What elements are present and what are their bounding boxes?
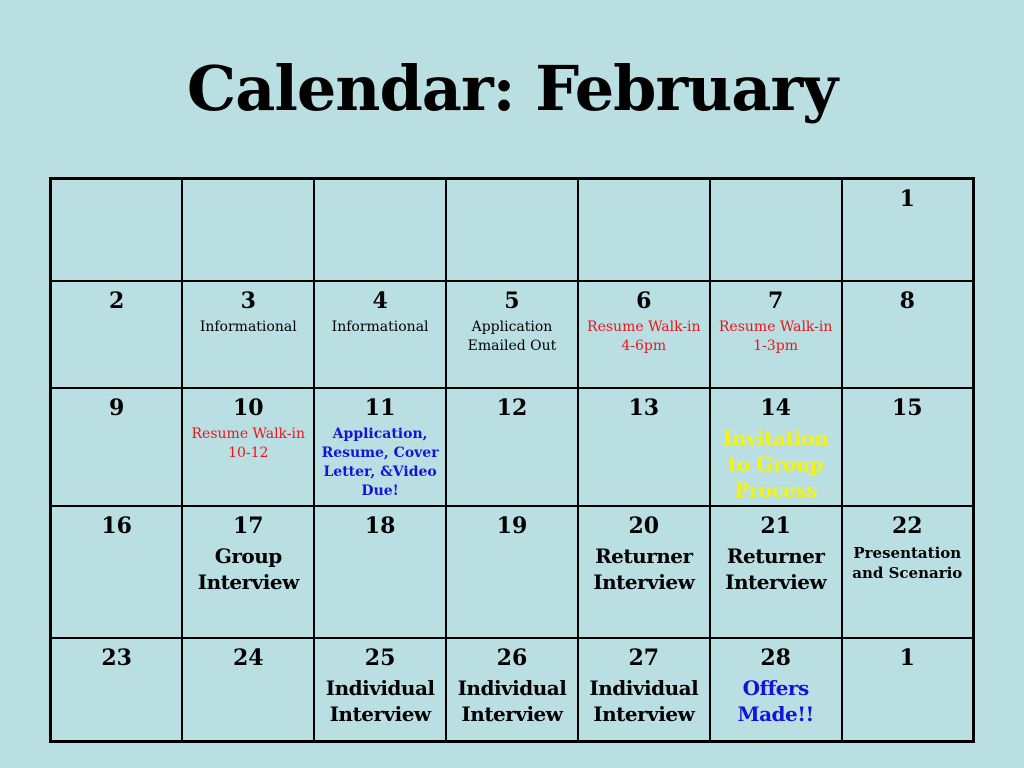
- calendar-event-text: Individual Interview: [589, 675, 699, 726]
- day-number: 1: [899, 644, 915, 671]
- day-number: 15: [891, 394, 923, 421]
- day-number: 9: [109, 394, 125, 421]
- day-number: 7: [767, 287, 784, 314]
- day-number: 20: [628, 512, 660, 539]
- calendar-day-cell: [182, 179, 314, 281]
- calendar-event-text: Individual Interview: [325, 675, 435, 726]
- day-number: 17: [232, 512, 264, 539]
- day-number: 28: [760, 644, 791, 671]
- calendar-day-cell: [578, 281, 710, 388]
- calendar-day-cell: [446, 179, 578, 281]
- calendar-day-cell: [314, 179, 446, 281]
- calendar-day-cell: [314, 638, 446, 742]
- page-title: Calendar: February: [186, 52, 838, 125]
- calendar-day-cell: [446, 506, 578, 638]
- day-number: 11: [364, 394, 396, 421]
- calendar-event-text: Resume Walk-in 10-12: [191, 425, 306, 461]
- calendar-day-cell: [314, 506, 446, 638]
- day-number: 3: [240, 287, 256, 314]
- calendar-week-row: [51, 638, 974, 742]
- calendar-day-cell: [182, 506, 314, 638]
- calendar-event-text: Group Interview: [197, 543, 299, 594]
- calendar-day-cell: [578, 506, 710, 638]
- calendar-event-text: Returner Interview: [593, 543, 695, 594]
- calendar-event-text: Informational: [331, 318, 429, 335]
- day-number: 2: [109, 287, 125, 314]
- day-number: 22: [891, 512, 923, 539]
- day-number: 25: [364, 644, 396, 671]
- day-number: 14: [760, 394, 791, 421]
- calendar-week-row: [51, 179, 974, 281]
- calendar-day-cell: [710, 179, 842, 281]
- day-number: 24: [232, 644, 264, 671]
- calendar-day-cell: [51, 388, 183, 506]
- calendar-week-row: [51, 506, 974, 638]
- calendar-day-cell: [51, 638, 183, 742]
- calendar-event-text: Application Emailed Out: [467, 318, 557, 354]
- calendar-day-cell: [446, 281, 578, 388]
- calendar-week-row: [51, 388, 974, 506]
- calendar-day-cell: [182, 388, 314, 506]
- day-number: 1: [899, 186, 915, 212]
- day-number: 6: [636, 287, 652, 314]
- calendar-day-cell: [314, 281, 446, 388]
- calendar-day-cell: [51, 281, 183, 388]
- calendar-event-text: Application, Resume, Cover Letter, &Video Due!: [321, 425, 439, 499]
- calendar-day-cell: [51, 179, 183, 281]
- day-number: 12: [496, 394, 528, 421]
- day-number: 27: [628, 644, 660, 671]
- calendar-event-text: Resume Walk-in 4-6pm: [587, 318, 701, 354]
- day-number: 26: [496, 644, 528, 671]
- calendar-day-cell: [314, 388, 446, 506]
- calendar-day-cell: [446, 638, 578, 742]
- calendar-day-cell: [710, 506, 842, 638]
- calendar-day-cell: [51, 506, 183, 638]
- day-number: 16: [101, 512, 132, 539]
- calendar-week-row: [51, 281, 974, 388]
- day-number: 19: [496, 512, 528, 539]
- calendar-day-cell: [446, 388, 578, 506]
- calendar-grid: [49, 177, 975, 743]
- calendar-event-text: Offers Made!!: [737, 675, 814, 726]
- day-number: 5: [504, 287, 520, 314]
- day-number: 21: [760, 512, 791, 539]
- calendar-body: [51, 179, 974, 742]
- calendar-day-cell: [578, 179, 710, 281]
- calendar-event-text: Returner Interview: [725, 543, 827, 594]
- day-number: 23: [101, 644, 132, 671]
- calendar-day-cell: [578, 638, 710, 742]
- day-number: 10: [232, 394, 264, 421]
- calendar-day-cell: [842, 506, 974, 638]
- day-number: 8: [899, 287, 915, 314]
- day-number: 18: [364, 512, 396, 539]
- calendar-day-cell: [842, 179, 974, 281]
- calendar-day-cell: [842, 388, 974, 506]
- calendar-day-cell: [182, 638, 314, 742]
- calendar-day-cell: [710, 388, 842, 506]
- calendar-event-text: Invitation to Group Process: [723, 425, 829, 502]
- calendar-day-cell: [842, 281, 974, 388]
- calendar-day-cell: [842, 638, 974, 742]
- day-number: 4: [372, 287, 388, 314]
- calendar-day-cell: [182, 281, 314, 388]
- calendar-event-text: Informational: [199, 318, 297, 335]
- calendar-day-cell: [578, 388, 710, 506]
- calendar-event-text: Presentation and Scenario: [852, 543, 963, 582]
- day-number: 13: [628, 394, 660, 421]
- calendar-day-cell: [710, 638, 842, 742]
- calendar-event-text: Individual Interview: [457, 675, 567, 726]
- calendar-day-cell: [710, 281, 842, 388]
- calendar-event-text: Resume Walk-in 1-3pm: [718, 318, 833, 354]
